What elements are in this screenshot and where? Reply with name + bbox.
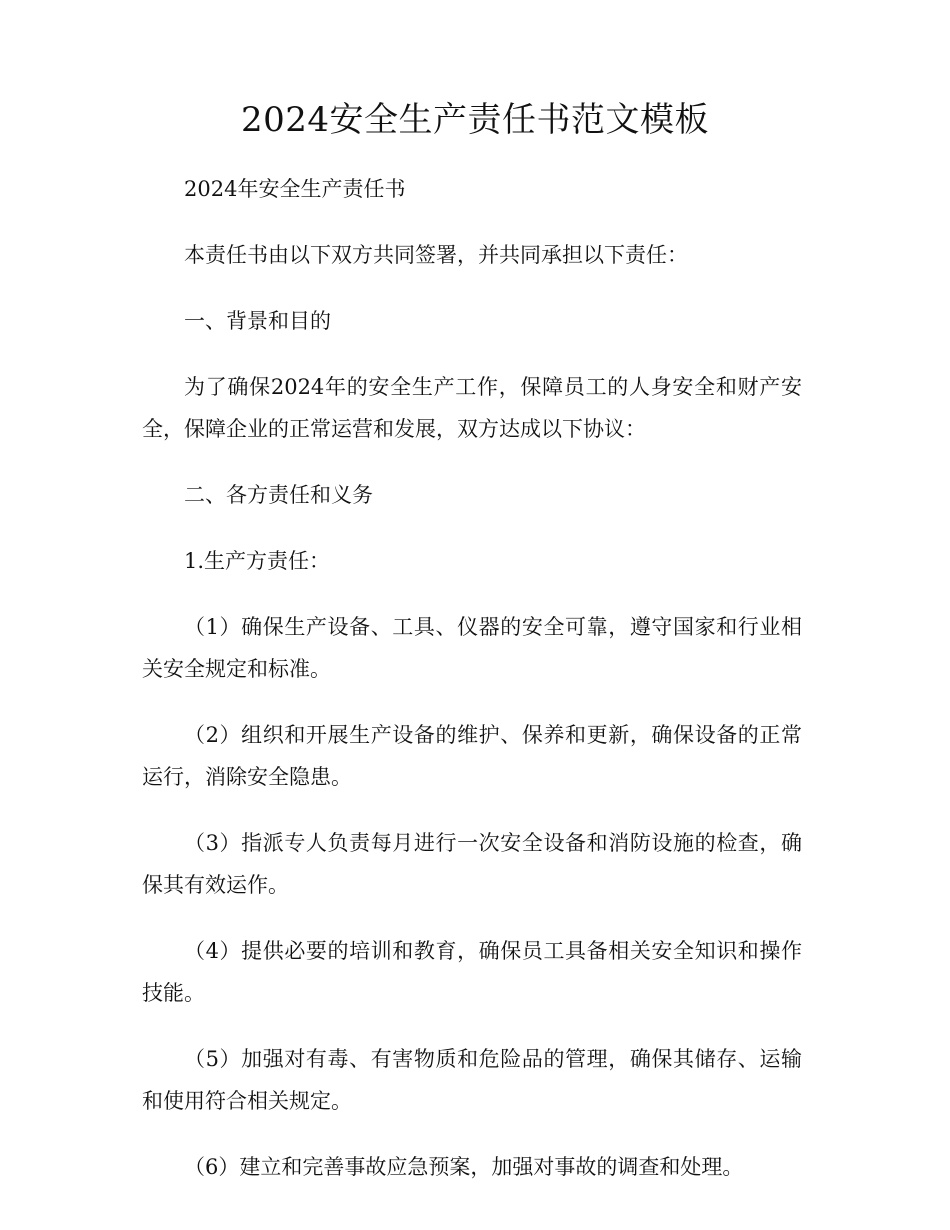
list-item-4: （4）提供必要的培训和教育，确保员工具备相关安全知识和操作技能。 [142,939,802,1005]
list-item-5: （5）加强对有毒、有害物质和危险品的管理，确保其储存、运输和使用符合相关规定。 [142,1047,802,1113]
list-item-3: （3）指派专人负责每月进行一次安全设备和消防设施的检查，确保其有效运作。 [142,831,802,897]
paragraph-intro: 本责任书由以下双方共同签署，并共同承担以下责任： [184,243,688,267]
subheading-production-party: 1.生产方责任： [184,549,331,573]
paragraph-purpose: 为了确保2024年的安全生产工作，保障员工的人身安全和财产安全，保障企业的正常运营和发展，双方达成以下协议： [142,375,802,441]
list-item-2: （2）组织和开展生产设备的维护、保养和更新，确保设备的正常运行，消除安全隐患。 [142,723,802,789]
list-item-1: （1）确保生产设备、工具、仪器的安全可靠，遵守国家和行业相关安全规定和标准。 [142,615,802,681]
document-title: 2024安全生产责任书范文模板 [240,100,710,140]
list-item-6: （6）建立和完善事故应急预案，加强对事故的调查和处理。 [184,1155,744,1179]
document-body [142,168,802,1212]
paragraph-subtitle: 2024年安全生产责任书 [184,177,406,201]
section-heading-background: 一、背景和目的 [184,309,331,333]
section-heading-responsibilities: 二、各方责任和义务 [184,483,373,507]
